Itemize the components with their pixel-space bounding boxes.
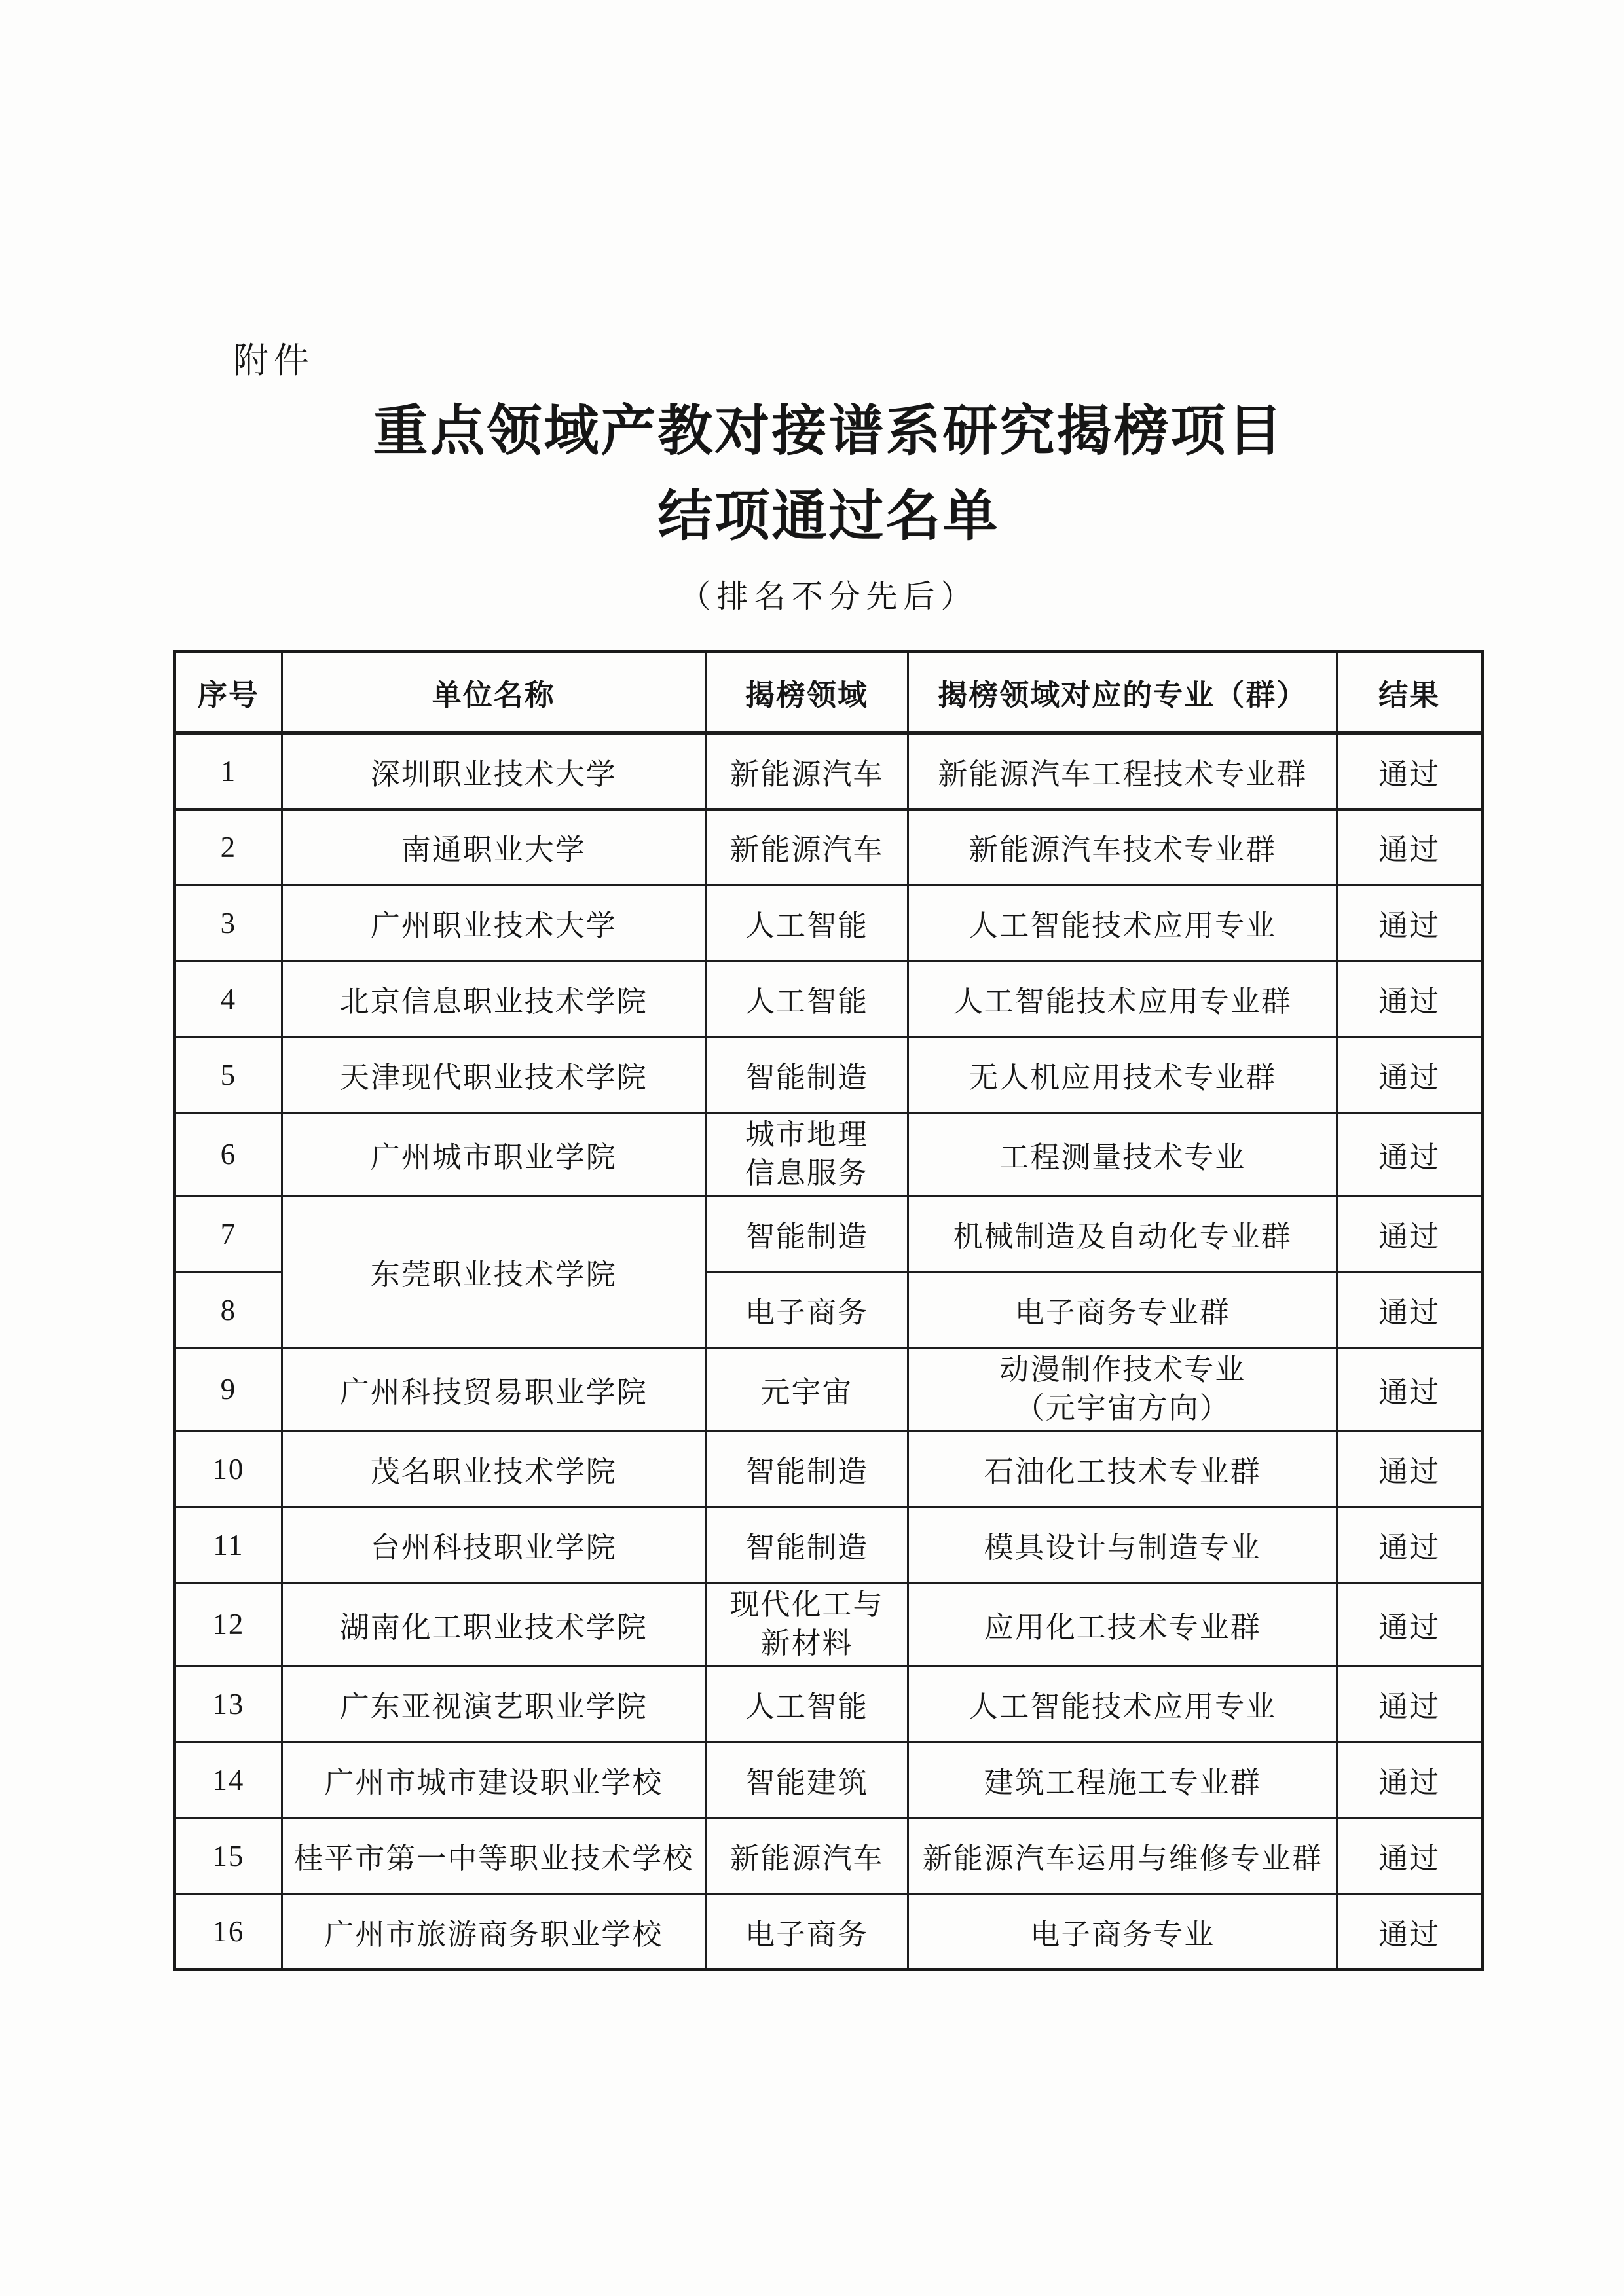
- cell-unit: 广州科技贸易职业学院: [282, 1348, 705, 1431]
- cell-major: [908, 1348, 1337, 1431]
- cell-major: 人工智能技术应用专业群: [908, 961, 1337, 1037]
- header-cell-result: 结果: [1337, 652, 1483, 733]
- cell-major: 应用化工技术专业群: [908, 1583, 1337, 1666]
- cell-major: 石油化工技术专业群: [908, 1431, 1337, 1507]
- cell-result: 通过: [1337, 1431, 1483, 1507]
- cell-no: 6: [175, 1113, 282, 1196]
- cell-result: 通过: [1337, 1742, 1483, 1818]
- cell-field: 人工智能: [705, 961, 908, 1037]
- table-row: [175, 1894, 1483, 1970]
- cell-no: 9: [175, 1348, 282, 1431]
- cell-field-line2: 信息服务: [745, 1157, 869, 1190]
- cell-major: 新能源汽车技术专业群: [908, 809, 1337, 885]
- doc-title-line1: 重点领域产教对接谱系研究揭榜项目: [373, 401, 1285, 462]
- cell-result: 通过: [1337, 961, 1483, 1037]
- cell-major: 人工智能技术应用专业: [908, 1666, 1337, 1742]
- doc-subtitle: （排名不分先后）: [679, 579, 978, 614]
- cell-major-line2: （元宇宙方向）: [1014, 1392, 1230, 1425]
- table-row: [175, 1348, 1483, 1431]
- cell-field: [705, 1583, 908, 1666]
- cell-unit: 广州市旅游商务职业学校: [282, 1894, 705, 1970]
- cell-field: 智能制造: [705, 1431, 908, 1507]
- cell-unit: 深圳职业技术大学: [282, 733, 705, 809]
- table-row: [175, 809, 1483, 885]
- cell-field: 元宇宙: [705, 1348, 908, 1431]
- header-cell-field: 揭榜领域: [705, 652, 908, 733]
- cell-field: 智能建筑: [705, 1742, 908, 1818]
- cell-result: 通过: [1337, 1818, 1483, 1894]
- cell-major: 模具设计与制造专业: [908, 1507, 1337, 1583]
- cell-unit: 茂名职业技术学院: [282, 1431, 705, 1507]
- cell-field: 新能源汽车: [705, 1818, 908, 1894]
- cell-unit: 桂平市第一中等职业技术学校: [282, 1818, 705, 1894]
- cell-no: 11: [175, 1507, 282, 1583]
- cell-field: 智能制造: [705, 1196, 908, 1272]
- cell-result: 通过: [1337, 1583, 1483, 1666]
- cell-field: 新能源汽车: [705, 809, 908, 885]
- cell-unit: 广东亚视演艺职业学院: [282, 1666, 705, 1742]
- table-row: [175, 1742, 1483, 1818]
- cell-major: 无人机应用技术专业群: [908, 1037, 1337, 1113]
- cell-no: 2: [175, 809, 282, 885]
- cell-field-line2: 新材料: [760, 1627, 853, 1660]
- cell-no: 3: [175, 885, 282, 961]
- cell-field: 电子商务: [705, 1894, 908, 1970]
- table-row: [175, 1431, 1483, 1507]
- cell-unit-merged: 东莞职业技术学院: [282, 1196, 705, 1348]
- cell-result: 通过: [1337, 1666, 1483, 1742]
- table-row: [175, 1818, 1483, 1894]
- doc-title: [174, 390, 1484, 560]
- cell-no: 10: [175, 1431, 282, 1507]
- cell-result: 通过: [1337, 1272, 1483, 1348]
- cell-unit: 广州城市职业学院: [282, 1113, 705, 1196]
- cell-no: 1: [175, 733, 282, 809]
- cell-result: 通过: [1337, 1196, 1483, 1272]
- header-cell-major: 揭榜领域对应的专业（群）: [908, 652, 1337, 733]
- table-row: [175, 885, 1483, 961]
- cell-no: 12: [175, 1583, 282, 1666]
- cell-result: 通过: [1337, 1113, 1483, 1196]
- cell-result: 通过: [1337, 885, 1483, 961]
- cell-major-line1: 动漫制作技术专业: [999, 1353, 1246, 1386]
- cell-no: 4: [175, 961, 282, 1037]
- doc-title-line2: 结项通过名单: [657, 486, 1000, 547]
- cell-no: 14: [175, 1742, 282, 1818]
- cell-no: 15: [175, 1818, 282, 1894]
- cell-major: 电子商务专业: [908, 1894, 1337, 1970]
- cell-unit: 北京信息职业技术学院: [282, 961, 705, 1037]
- cell-unit: 南通职业大学: [282, 809, 705, 885]
- cell-field: 电子商务: [705, 1272, 908, 1348]
- cell-result: 通过: [1337, 733, 1483, 809]
- cell-unit: 广州市城市建设职业学校: [282, 1742, 705, 1818]
- table-row: [175, 1037, 1483, 1113]
- cell-result: 通过: [1337, 1037, 1483, 1113]
- header-cell-no: 序号: [175, 652, 282, 733]
- cell-major: 人工智能技术应用专业: [908, 885, 1337, 961]
- cell-major: 建筑工程施工专业群: [908, 1742, 1337, 1818]
- cell-field: [705, 1113, 908, 1196]
- cell-field: 人工智能: [705, 1666, 908, 1742]
- cell-major: 机械制造及自动化专业群: [908, 1196, 1337, 1272]
- cell-major: 新能源汽车工程技术专业群: [908, 733, 1337, 809]
- table-row: [175, 1507, 1483, 1583]
- cell-field-line1: 现代化工与: [729, 1588, 884, 1621]
- cell-no: 7: [175, 1196, 282, 1272]
- cell-unit: 天津现代职业技术学院: [282, 1037, 705, 1113]
- cell-unit: 广州职业技术大学: [282, 885, 705, 961]
- table-row: [175, 733, 1483, 809]
- cell-result: 通过: [1337, 1348, 1483, 1431]
- table-row: [175, 961, 1483, 1037]
- header-cell-unit: 单位名称: [282, 652, 705, 733]
- cell-result: 通过: [1337, 1507, 1483, 1583]
- cell-no: 13: [175, 1666, 282, 1742]
- cell-major: 电子商务专业群: [908, 1272, 1337, 1348]
- cell-field: 人工智能: [705, 885, 908, 961]
- cell-result: 通过: [1337, 809, 1483, 885]
- table-row: [175, 1583, 1483, 1666]
- cell-field: 智能制造: [705, 1507, 908, 1583]
- cell-no: 5: [175, 1037, 282, 1113]
- cell-no: 16: [175, 1894, 282, 1970]
- results-table: [173, 650, 1484, 1971]
- cell-major: 新能源汽车运用与维修专业群: [908, 1818, 1337, 1894]
- attachment-label: 附件: [233, 341, 314, 380]
- table-row: [175, 1113, 1483, 1196]
- table-row: [175, 1666, 1483, 1742]
- table-header-row: [175, 652, 1483, 733]
- cell-unit: 台州科技职业学院: [282, 1507, 705, 1583]
- cell-no: 8: [175, 1272, 282, 1348]
- cell-major: 工程测量技术专业: [908, 1113, 1337, 1196]
- cell-unit: 湖南化工职业技术学院: [282, 1583, 705, 1666]
- cell-field: 智能制造: [705, 1037, 908, 1113]
- cell-field: 新能源汽车: [705, 733, 908, 809]
- cell-field-line1: 城市地理: [745, 1118, 869, 1151]
- cell-result: 通过: [1337, 1894, 1483, 1970]
- table-row: [175, 1196, 1483, 1272]
